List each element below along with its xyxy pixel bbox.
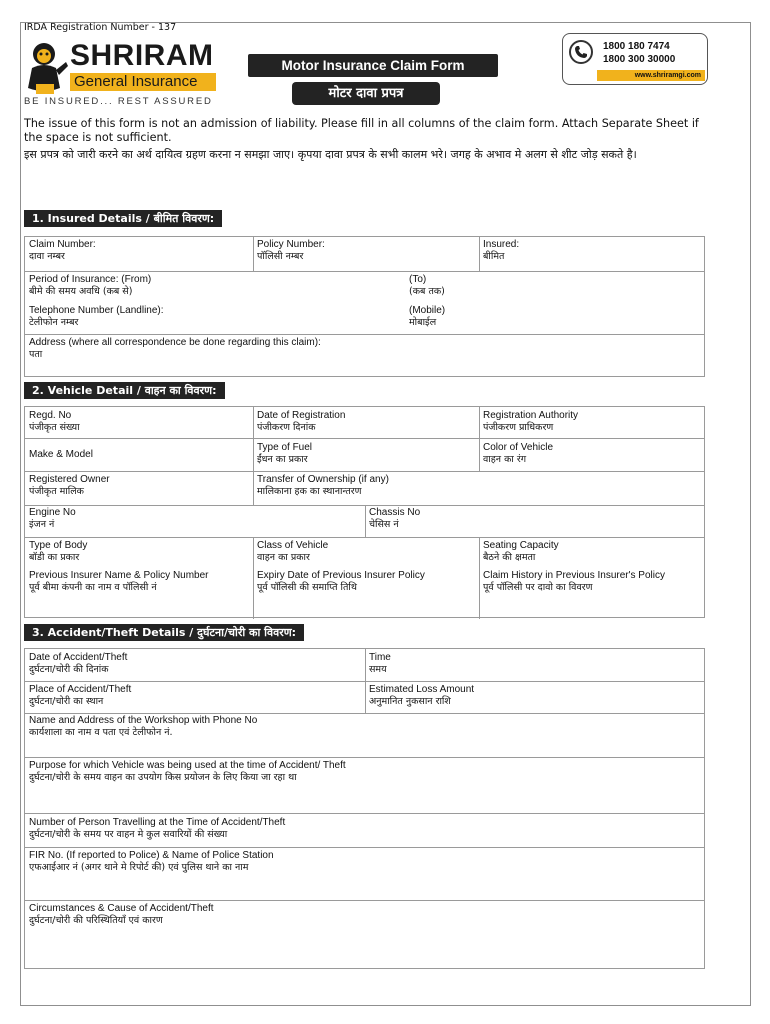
helpline-number-1: 1800 180 7474 [603,41,670,52]
brand-subtitle: General Insurance [70,73,216,91]
field-purpose-of-use[interactable]: Purpose for which Vehicle was being used at the time of Accident/ Theft दुर्घटना/चोरी के समय वाहन का उपयोग किस प्रयोजन के लिए किया जा रहा था [29,760,346,783]
field-transfer-of-ownership[interactable]: Transfer of Ownership (if any) मालिकाना हक का स्थानान्तरण [257,474,389,497]
shriram-logo [24,40,219,102]
field-policy-number[interactable]: Policy Number: पॉलिसी नम्बर [257,239,325,262]
field-expiry-previous-policy[interactable]: Expiry Date of Previous Insurer Policy पूर्व पॉलिसी की समाप्ति तिथि [257,570,425,593]
field-workshop[interactable]: Name and Address of the Workshop with Phone No कार्यशाला का नाम व पता एवं टेलीफोन नं. [29,715,258,738]
field-place-of-accident[interactable]: Place of Accident/Theft दुर्घटना/चोरी का स्थान [29,684,132,707]
field-class-of-vehicle[interactable]: Class of Vehicle वाहन का प्रकार [257,540,329,563]
field-registration-authority[interactable]: Registration Authority पंजीकरण प्राधिकरण [483,410,579,433]
field-circumstances[interactable]: Circumstances & Cause of Accident/Theft दुर्घटना/चोरी की परिस्थितियाँ एवं कारण [29,903,214,926]
phone-icon [569,40,593,64]
field-insured[interactable]: Insured: बीमित [483,239,520,262]
field-engine-no[interactable]: Engine No इंजन नं [29,507,76,530]
field-chassis-no[interactable]: Chassis No चेसिस नं [369,507,421,530]
mascot-icon [24,40,69,100]
intro-text-hindi: इस प्रपत्र को जारी करने का अर्थ दायित्व ग्रहण करना न समझा जाए। कृपया दावा प्रपत्र के सभी कालम भरे। जगह के अभाव मे अलग से शीट जोड़ सकते है। [24,148,637,161]
field-telephone[interactable]: Telephone Number (Landline): टेलीफोन नम्बर [29,305,164,328]
field-previous-insurer[interactable]: Previous Insurer Name & Policy Number पूर्व बीमा कंपनी का नाम व पॉलिसी नं [29,570,209,593]
field-address[interactable]: Address (where all correspondence be done regarding this claim): पता [29,337,321,360]
field-color-of-vehicle[interactable]: Color of Vehicle वाहन का रंग [483,442,554,465]
intro-text-english: The issue of this form is not an admission of liability. Please fill in all columns of the claim form. Attach Separate Sheet if the space is not sufficient. [24,117,699,144]
section-accident-theft: 3. Accident/Theft Details / दुर्घटना/चोरी का विवरण: [24,624,304,641]
field-registered-owner[interactable]: Registered Owner पंजीकृत मालिक [29,474,110,497]
field-time[interactable]: Time समय [369,652,391,675]
field-estimated-loss[interactable]: Estimated Loss Amount अनुमानित नुकसान राशि [369,684,475,707]
field-date-of-accident[interactable]: Date of Accident/Theft दुर्घटना/चोरी की दिनांक [29,652,128,675]
helpline-number-2: 1800 300 30000 [603,54,676,65]
field-regd-no[interactable]: Regd. No पंजीकृत संख्या [29,410,80,433]
form-title-hindi: मोटर दावा प्रपत्र [292,82,440,105]
field-period-from[interactable]: Period of Insurance: (From) बीमे की समय अवधि (कब से) [29,274,152,297]
website-link[interactable]: www.shriramgi.com [597,70,705,81]
vehicle-detail-box [24,406,705,618]
tagline: BE INSURED... REST ASSURED [24,96,213,107]
field-persons-travelling[interactable]: Number of Person Travelling at the Time of Accident/Theft दुर्घटना/चोरी के समय पर वाहन मे कुल सवारियों की संख्या [29,817,286,840]
section-insured-details: 1. Insured Details / बीमित विवरण: [24,210,222,227]
field-period-to[interactable]: (To) (कब तक) [409,274,445,297]
brand-name: SHRIRAM [70,39,214,72]
field-mobile[interactable]: (Mobile) मोबाईल [409,305,446,328]
helpline-box [562,33,708,85]
field-seating-capacity[interactable]: Seating Capacity बैठने की क्षमता [483,540,559,563]
field-fir-police-station[interactable]: FIR No. (If reported to Police) & Name of Police Station एफआईआर नं (अगर थाने मे रिपोर्ट की) एवं पुलिस थाने का नाम [29,850,274,873]
section-vehicle-detail: 2. Vehicle Detail / वाहन का विवरण: [24,382,225,399]
field-claim-history[interactable]: Claim History in Previous Insurer's Policy पूर्व पॉलिसी पर दावो का विवरण [483,570,665,593]
field-make-model[interactable]: Make & Model [29,449,93,460]
form-title-english: Motor Insurance Claim Form [248,54,498,77]
irda-registration: IRDA Registration Number - 137 [24,22,177,33]
field-date-of-registration[interactable]: Date of Registration पंजीकरण दिनांक [257,410,346,433]
accident-theft-box [24,648,705,969]
field-claim-number[interactable]: Claim Number: दावा नम्बर [29,239,96,262]
insured-details-box [24,236,705,377]
field-type-of-fuel[interactable]: Type of Fuel ईंधन का प्रकार [257,442,313,465]
field-type-of-body[interactable]: Type of Body बॉडी का प्रकार [29,540,88,563]
